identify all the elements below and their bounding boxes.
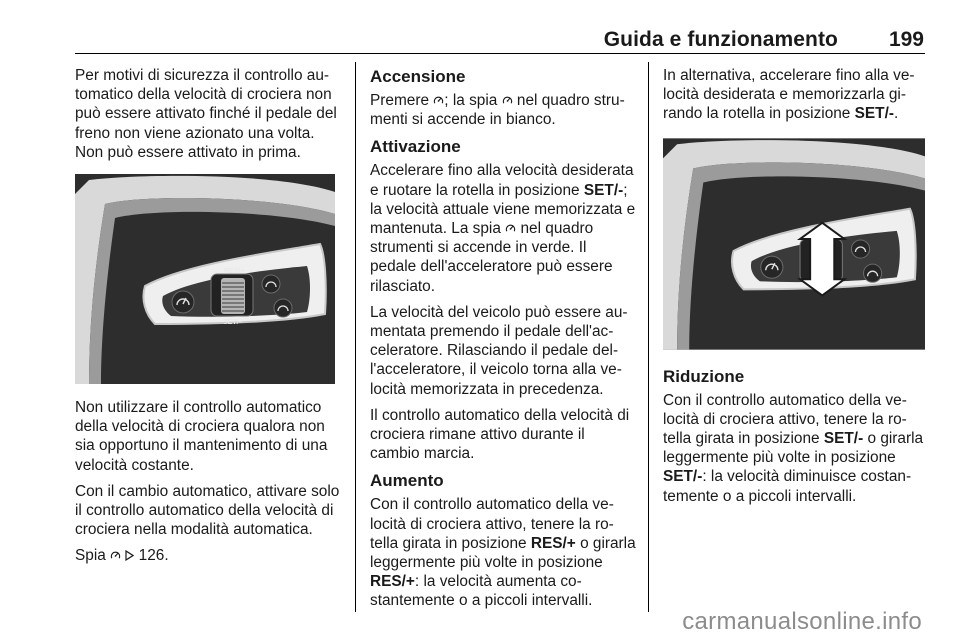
- set-label: SET/-: [663, 468, 703, 486]
- page-reference-arrow-icon: [125, 550, 134, 561]
- paragraph-constant-speed: Non utilizzare il controllo automatico della velocità di crociera qualora non sia opportuno il mantenimento di una velocità costante.: [75, 399, 328, 474]
- steering-wheel-figure: [75, 174, 335, 384]
- column-divider: [355, 62, 356, 612]
- paragraph-automatic-gearbox: Con il cambio automatico, attivare solo il controllo automatico della velocità di crociera nella modalità automatica.: [75, 482, 340, 539]
- set-label: SET/-: [854, 105, 894, 123]
- watermark: carmanualsonline.info: [682, 608, 922, 635]
- cruise-control-icon: [505, 223, 516, 234]
- cruise-control-icon: [433, 95, 444, 106]
- column-middle: [370, 66, 636, 618]
- column-divider: [648, 62, 649, 612]
- cruise-control-icon: [502, 95, 513, 106]
- paragraph-riduzione: Con il controllo automatico della velocità di crociera attivo, tenere la rotella girata in posizione SET/- o girarla leggermente più volte in posizione SET/-: la velocità diminuisce costantemente o a piccoli intervalli.: [663, 391, 924, 505]
- paragraph-safety: Per motivi di sicurezza il controllo automatico della velocità di crociera non può essere attivato finché il pedale del freno non viene azionato una volta. Non può essere attivato in prima.: [75, 67, 337, 161]
- cruise-control-icon: [110, 550, 121, 561]
- set-label: SET/–: [223, 319, 243, 327]
- res-label: RES/+: [530, 534, 576, 552]
- res-label: RES/+: [370, 573, 415, 591]
- set-label: SET/-: [583, 181, 624, 199]
- column-right: [663, 66, 929, 513]
- paragraph-aumento: Con il controllo automatico della velocità di crociera attivo, tenere la rotella girata in posizione RES/+ o girarla leggermente più volte in posizione RES/+: la velocità aumenta costantemente o a piccoli intervalli.: [370, 496, 636, 610]
- paragraph-attivazione: Accelerare fino alla velocità desiderata e ruotare la rotella in posizione SET/-; la velocità attuale viene memorizzata e mantenuta. La spia nel quadro strumenti si accende in verde. Il pedale dell'acceleratore può essere rilasciato.: [370, 162, 636, 295]
- section-title: Guida e funzionamento: [603, 28, 838, 51]
- page-header: [0, 0, 960, 50]
- paragraph-alternative: In alternativa, accelerare fino alla velocità desiderata e memorizzarla girando la rotella in posizione SET/-.: [663, 67, 915, 123]
- set-label: SET/-: [823, 430, 864, 448]
- page-number: 199: [888, 28, 924, 51]
- header-rule: [75, 53, 925, 54]
- heading-riduzione: Riduzione: [663, 366, 745, 386]
- heading-aumento: Aumento: [370, 471, 444, 491]
- steering-wheel-figure: [663, 138, 925, 350]
- spia-label: Spia: [75, 547, 106, 565]
- heading-accensione: Accensione: [370, 67, 466, 86]
- paragraph-warning-light: [75, 546, 341, 565]
- res-label: RES/+: [224, 268, 245, 276]
- column-left: [75, 66, 341, 573]
- paragraph-gear-change: Il controllo automatico della velocità di crociera rimane attivo durante il cambio marcia.: [370, 406, 630, 463]
- paragraph-accensione: Premere ; la spia nel quadro strumenti si accende in bianco.: [370, 92, 625, 129]
- paragraph-accelerator: La velocità del veicolo può essere aumentata premendo il pedale dell'acceleratore. Rilasciando il pedale dell'acceleratore, il veicolo torna alla velocità memorizzata in precedenza.: [370, 303, 628, 398]
- page-reference: 126.: [138, 547, 169, 565]
- heading-attivazione: Attivazione: [370, 137, 461, 157]
